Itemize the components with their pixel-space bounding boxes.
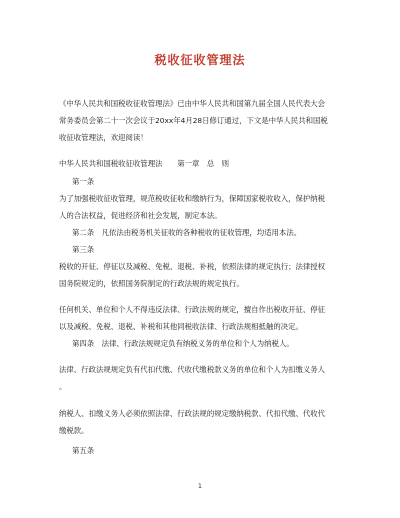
article-4-label: 第四条 法律、行政法规规定负有纳税义务的单位和个人为纳税人。	[72, 339, 294, 348]
intro-line-3: 收征收管理法，欢迎阅读！	[59, 133, 148, 142]
article-1-line-2: 人的合法权益，促进经济和社会发展，制定本法。	[59, 211, 222, 220]
intro-line-1: 《中华人民共和国税收征收管理法》已由中华人民共和国第九届全国人民代表大会	[59, 99, 326, 108]
article-3-line-2: 国务院规定的，依照国务院制定的行政法规的规定执行。	[59, 279, 244, 288]
page-number: 1	[197, 482, 203, 490]
article-1-label: 第一条	[72, 177, 95, 186]
article-4-para2-line-1: 纳税人、扣缴义务人必须依照法律、行政法规的规定缴纳税款、代扣代缴、代收代	[59, 409, 326, 418]
article-1-line-1: 为了加强税收征收管理，规范税收征收和缴纳行为，保障国家税收收入，保护纳税	[59, 194, 326, 203]
document-title: 税收征收管理法	[154, 53, 246, 67]
article-3-para2-line-1: 任何机关、单位和个人不得违反法律、行政法规的规定，擅自作出税收开征、停征	[59, 305, 326, 314]
article-3-label: 第三条	[72, 245, 95, 254]
article-4-para2-line-2: 缴税款。	[59, 426, 89, 435]
article-5-label: 第五条	[72, 446, 95, 455]
article-4-line-1: 法律、行政法规规定负有代扣代缴、代收代缴税款义务的单位和个人为扣缴义务人	[59, 365, 326, 374]
article-3-para2-line-2: 以及减税、免税、退税、补税和其他同税收法律、行政法规相抵触的决定。	[59, 322, 303, 331]
chapter-heading: 中华人民共和国税收征收管理法 第一章 总 则	[59, 159, 229, 168]
article-3-line-1: 税收的开征、停征以及减税、免税、退税、补税，依照法律的规定执行；法律授权	[59, 262, 326, 271]
intro-line-2: 常务委员会第二十一次会议于20xx年4月28日修订通过，下文是中华人民共和国税	[59, 116, 328, 125]
article-2: 第二条 凡依法由税务机关征收的各种税收的征收管理，均适用本法。	[72, 228, 302, 237]
article-4-line-2: 。	[59, 382, 67, 391]
